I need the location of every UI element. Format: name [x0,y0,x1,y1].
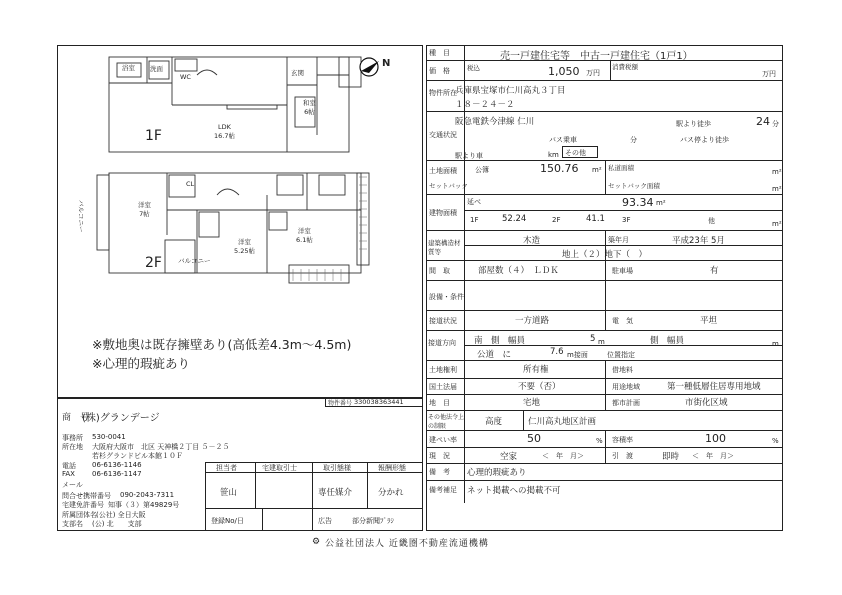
setback-label: セットバック [429,182,468,190]
floor-count: 地上（２）地下（ ） [562,250,648,260]
company-label: 商 号 [62,413,90,423]
price-other-unit: 万円 [762,70,776,78]
lease-label: 借地料 [612,366,633,374]
bus-unit: 分 [630,136,637,144]
road-type: 一方道路 [515,316,550,326]
land-right-label: 土地権利 [429,366,457,374]
nla: 不要（否） [518,382,561,392]
zoning: 第一種低層住居専用地域 [667,382,761,392]
location-line1: 兵庫県宝塚市仁川高丸３丁目 [455,86,566,96]
office-label: 事務所 [62,434,83,442]
parking-label: 駐車場 [612,267,633,275]
property-type: 売一戸建住宅等 中古一戸建住宅（1戸1） [500,51,693,62]
north-label: N [382,58,391,69]
balcony-south: バルコニー [178,257,211,265]
electric: 平坦 [700,316,718,326]
bus-label: バス乗車 [549,136,577,144]
total-floor-area: 93.34 [622,196,654,209]
note-psychological: ※心理的瑕疵あり [92,356,190,371]
road-contact-unit: m接面 [567,351,588,359]
land-right: 所有権 [523,365,549,375]
ad-value: 部分新聞ﾌﾟﾗｼ [352,517,394,525]
structure: 木造 [523,236,541,246]
room-washroom: 洗面 [150,65,163,73]
deal-mode: 専任媒介 [318,488,353,498]
room-entrance: 玄関 [291,69,304,77]
room-bath: 浴室 [122,64,135,72]
building-area-label: 建物面積 [429,209,457,217]
bus-stop-label: バス停より徒歩 [680,136,729,144]
bcr-label: 建ぺい率 [429,436,457,444]
status-label: 現 況 [429,452,450,460]
th-deal-mode: 取引態様 [323,464,351,472]
walk-unit: 分 [772,120,779,128]
remarks-label: 備 考 [429,468,450,476]
parking: 有 [710,266,719,276]
built-date: 平成23年 5月 [672,236,725,246]
floor1-label: 1F [145,128,162,144]
transport-label: 交通状況 [429,131,457,139]
th-staff: 担当者 [216,464,237,472]
road2: 側 幅員 [650,336,685,346]
f1-area: 52.24 [502,214,527,224]
fax-number: 06-6136-1147 [92,470,142,478]
walk-label: 駅より徒歩 [676,120,711,128]
total-floor-label: 延べ [467,198,481,206]
land-area: 150.76 [540,162,579,175]
position-label: 位置指定 [607,351,635,359]
contact-label: 問合せ携帯番号 [62,492,111,500]
north-arrow-icon [360,58,379,76]
tel-number: 06-6136-1146 [92,461,142,469]
address-label: 所在地 [62,443,83,451]
license-number: 知事（３）第49829号 [108,501,180,509]
company-name: (株)グランデージ [82,413,160,424]
floor2-label: 2F [145,255,162,271]
reg-label: 登録No/日 [211,517,244,525]
equipment-label: 設備・条件 [429,293,464,301]
other-transport-label: その他 [565,149,586,157]
branch-name: (公) 北 支部 [92,520,142,528]
note-retaining-wall: ※敷地奥は既存擁壁あり(高低差4.3m～4.5m) [92,337,352,352]
balcony-west: バルコニー [77,200,85,233]
address-line2: 若杉グランドビル本館１０Ｆ [92,452,183,460]
land-area-unit: m² [592,166,602,174]
room-west: 洋室 7帖 [138,201,151,218]
th-licensed: 宅建取引士 [262,464,297,472]
nla-label: 国土法届 [429,383,457,391]
postal-code: 530-0041 [92,433,126,441]
far-pct: % [772,437,779,445]
price-value: 1,050 [548,65,580,78]
restrict-label: その他法令上の制限 [428,414,465,430]
room-wc: WC [180,73,191,81]
station-car-unit: km [548,151,559,159]
th-fee: 報酬形態 [378,464,406,472]
room-center: 洋室 5.25帖 [234,238,255,255]
tel-label: 電話 [62,462,76,470]
staff-name: 笹山 [220,488,238,498]
restrict-height: 高度 [485,417,503,427]
ref-no: 330038363441 [354,398,404,406]
room-ldk: LDK 16.7帖 [214,123,235,140]
status: 空家 [500,452,518,462]
address-line1: 大阪府大阪市 北区 天神橋２丁目 ５－２５ [92,443,230,451]
chimoku-label: 地 目 [429,399,450,407]
land-area-label: 土地面積 [429,167,457,175]
room-japanese: 和室 6帖 [303,99,316,116]
f1-label: 1F [470,216,479,224]
price-unit: 万円 [586,69,600,77]
handover-ym: ＜ 年 月＞ [692,452,734,460]
room-east: 洋室 6.1帖 [296,227,313,244]
city-plan: 市街化区域 [685,398,728,408]
city-plan-label: 都市計画 [612,399,640,407]
road1-width: 5 [590,334,596,344]
far-label: 容積率 [612,436,633,444]
remarks2-label: 備考補足 [429,486,457,494]
license-label: 宅建免許番号 [62,501,104,509]
bcr-pct: % [596,437,603,445]
closet-label: CL [186,180,195,188]
branch-label: 支部名 [62,520,83,528]
contact-number: 090-2043-7311 [120,491,175,499]
road1: 南 側 幅員 [474,336,526,346]
walk-minutes: 24 [756,115,770,128]
handover-label: 引 渡 [612,452,633,460]
road-public: 公道 に [477,350,512,360]
zoning-label: 用途地域 [612,383,640,391]
road-contact: 7.6 [550,347,564,357]
far: 100 [705,432,726,445]
handover: 即時 [662,452,680,462]
layout: 部屋数（４） ＬＤＫ [478,266,559,276]
land-kind: 公簿 [475,166,489,174]
road-direction-label: 接道方向 [428,339,456,347]
bcr: 50 [527,432,541,445]
ad-label: 広告 [318,517,332,525]
built-label: 築年月 [608,236,629,244]
org-logo-icon: ⚙ [312,537,321,547]
setback-area-label: セットバック面積 [608,182,660,190]
private-road-label: 私道面積 [608,164,634,172]
location-line2: １８－２４－２ [455,100,515,110]
remarks: 心理的瑕疵あり [467,468,527,478]
layout-label: 間 取 [429,267,450,275]
f2-label: 2F [552,216,561,224]
restrict-plan: 仁川高丸地区計画 [528,417,597,427]
type-label: 種 目 [429,49,450,57]
remarks2: ネット掲載への掲載不可 [467,486,561,496]
ref-no-label: 物件番号 [328,400,353,407]
assoc-label: 所属団体名 [62,511,97,519]
chimoku: 宅地 [523,398,541,408]
price-label: 価 格 [429,67,450,75]
station-car-label: 駅より車 [455,152,483,160]
price-tax-note: 税込 [467,64,480,72]
structure-label: 建築構造材質等 [428,239,461,256]
f2-area: 41.1 [586,214,605,224]
assoc-name: (公社) 全日大阪 [96,511,146,519]
other-floor-label: 他 [708,217,715,225]
f3-label: 3F [622,216,631,224]
fax-label: FAX [62,470,75,478]
train-line: 阪急電鉄今津線 仁川 [455,117,535,127]
status-ym: ＜ 年 月＞ [542,452,584,460]
fee-type: 分かれ [378,488,404,498]
price-other-label: 消費税額 [612,63,638,71]
mail-label: メール [62,481,83,489]
road-label: 接道状況 [429,317,457,325]
location-label: 物件所在 [429,89,457,97]
electric-label: 電 気 [612,317,633,325]
org-name: 公益社団法人 近畿圏不動産流通機構 [325,539,489,549]
